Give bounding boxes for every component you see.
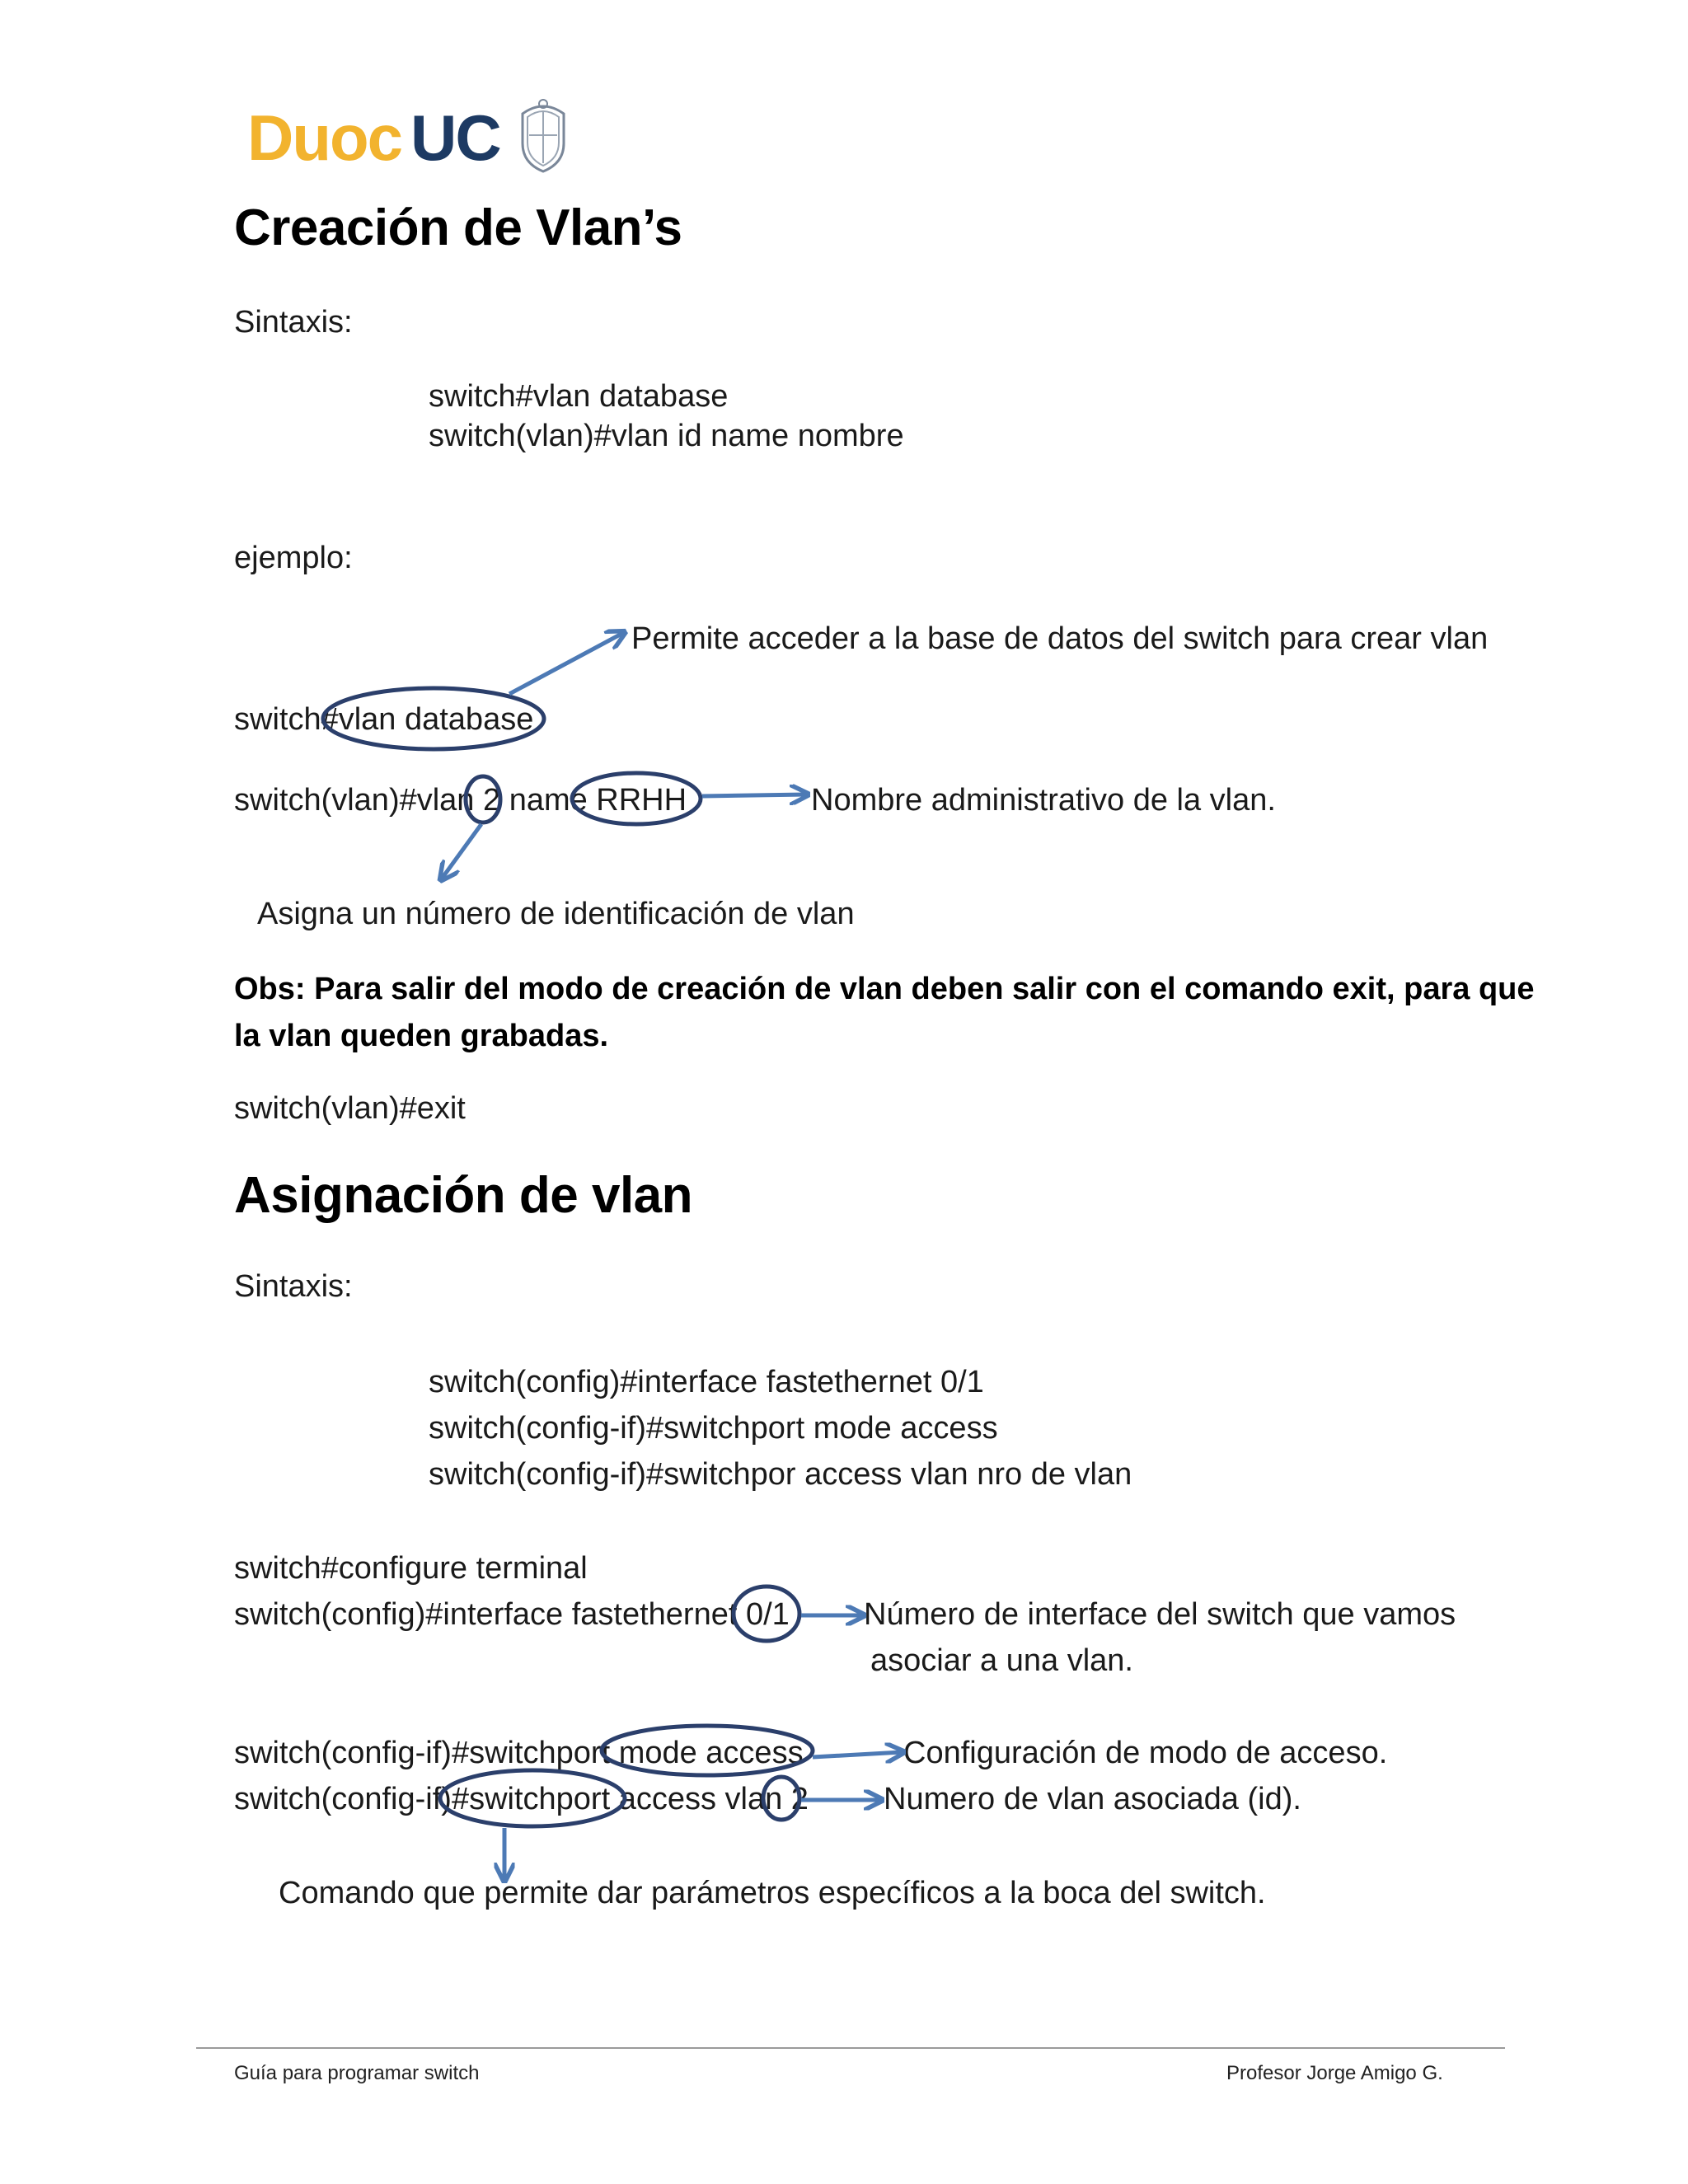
seal-icon	[511, 97, 575, 173]
logo-uc-text: UC	[410, 101, 500, 174]
footer-left: Guía para programar switch	[234, 2062, 480, 2084]
section2-syntax-line-1: switch(config)#interface fastethernet 0/1	[429, 1365, 984, 1399]
arrow-to-id-note	[442, 824, 481, 879]
exit-command: switch(vlan)#exit	[234, 1091, 466, 1126]
example-vlan-name: switch(vlan)#vlan 2 name RRHH	[234, 783, 687, 818]
obs-line-1: Obs: Para salir del modo de creación de vlan deben salir con el comando exit, para que	[234, 972, 1535, 1006]
annotation-mode: Configuración de modo de acceso.	[903, 1736, 1388, 1770]
annotation-vlan-name: Nombre administrativo de la vlan.	[811, 783, 1276, 818]
section2-syntax-label: Sintaxis:	[234, 1269, 353, 1304]
example-interface: switch(config)#interface fastethernet 0/1	[234, 1597, 790, 1632]
section2-syntax-line-2: switch(config-if)#switchport mode access	[429, 1411, 998, 1446]
section1-syntax-line-2: switch(vlan)#vlan id name nombre	[429, 419, 904, 453]
arrow-to-database-note	[509, 633, 623, 694]
section2-syntax-line-3: switch(config-if)#switchpor access vlan nro de vlan	[429, 1457, 1132, 1492]
duocuc-logo	[247, 97, 577, 180]
example-label: ejemplo:	[234, 541, 353, 575]
footer-right: Profesor Jorge Amigo G.	[1226, 2062, 1443, 2084]
example-configure-terminal: switch#configure terminal	[234, 1551, 588, 1586]
section1-syntax-line-1: switch#vlan database	[429, 379, 729, 414]
logo-duoc-text: Duoc	[247, 101, 401, 174]
annotation-vlan-id: Asigna un número de identificación de vlan	[257, 897, 855, 931]
example-access-vlan: switch(config-if)#switchport access vlan 2	[234, 1782, 809, 1816]
example-vlan-database: switch#vlan database	[234, 702, 534, 737]
section2-title: Asignación de vlan	[234, 1167, 693, 1224]
annotation-database: Permite acceder a la base de datos del switch para crear vlan	[631, 621, 1489, 656]
obs-line-2: la vlan queden grabadas.	[234, 1019, 609, 1053]
example-mode-access: switch(config-if)#switchport mode access	[234, 1736, 804, 1770]
arrow-to-mode-note	[813, 1752, 902, 1757]
annotation-interface-2: asociar a una vlan.	[870, 1643, 1133, 1678]
arrow-to-name-note	[702, 794, 806, 796]
section1-syntax-label: Sintaxis:	[234, 305, 353, 340]
annotation-switchport: Comando que permite dar parámetros específicos a la boca del switch.	[279, 1876, 1266, 1910]
footer-divider	[196, 2047, 1505, 2049]
section1-title: Creación de Vlan’s	[234, 199, 682, 256]
annotation-interface-1: Número de interface del switch que vamos	[864, 1597, 1456, 1632]
annotation-vlan-id: Numero de vlan asociada (id).	[884, 1782, 1301, 1816]
